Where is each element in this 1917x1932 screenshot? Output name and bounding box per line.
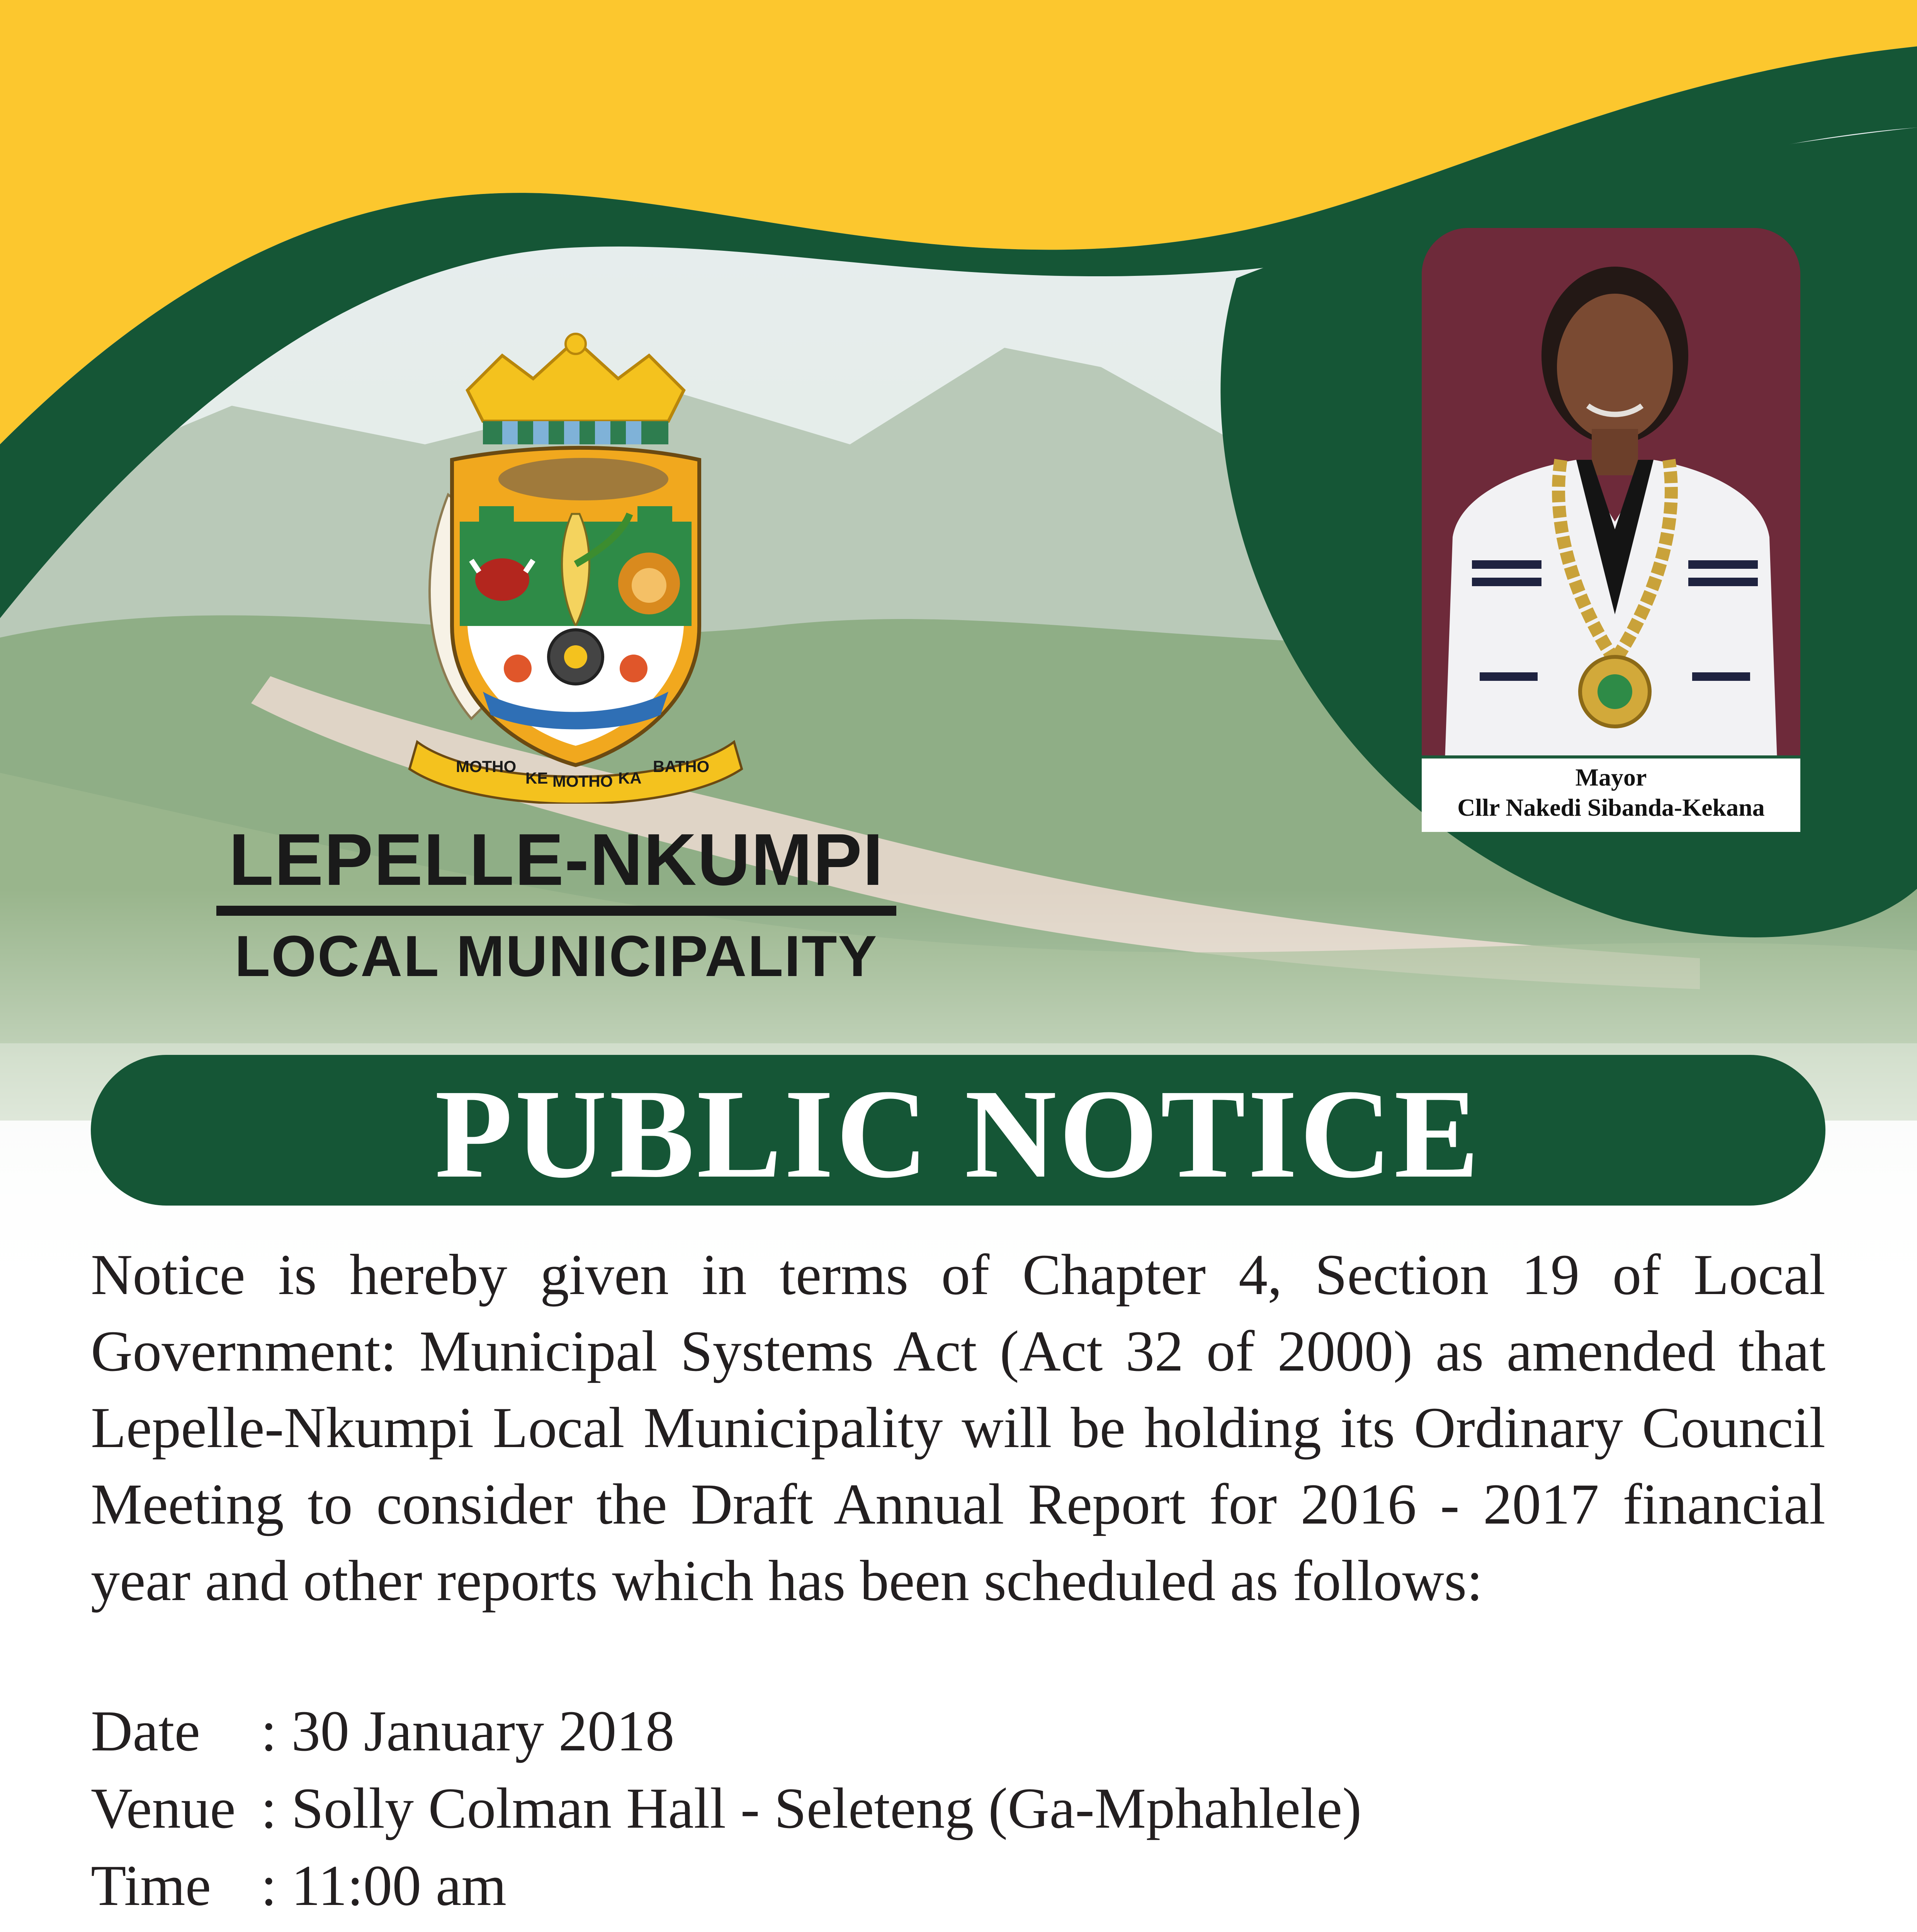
detail-label: Venue	[91, 1776, 236, 1840]
detail-row-venue	[91, 1770, 1825, 1847]
detail-label: Time	[91, 1854, 211, 1918]
mayor-caption	[1422, 755, 1800, 832]
mayor-title: Mayor	[1575, 764, 1647, 791]
municipal-crest-logo	[402, 332, 749, 804]
detail-value: : Solly Colman Hall - Seleteng (Ga-Mphahlele)	[261, 1776, 1362, 1840]
public-notice-banner	[91, 1055, 1825, 1206]
municipality-name-line1: LEPELLE-NKUMPI	[229, 819, 884, 901]
crest-ribbon-word: KA	[618, 769, 642, 787]
mayor-photo	[1422, 228, 1800, 761]
mayor-portrait	[1422, 228, 1800, 769]
crest-ribbon-word: KE	[525, 769, 548, 787]
detail-value: : 30 January 2018	[261, 1699, 675, 1763]
notice-body: Notice is hereby given in terms of Chapter 4, Section 19 of Local Government: Municipal Systems Act (Act 32 of 2000) as amended that Lepelle-Nkumpi Local Municipality will be holding its Ordinary Council Meeting to consider the Draft Annual Report for 2016 - 2017 financial year and other reports which has been scheduled as follows:	[91, 1243, 1825, 1613]
detail-row-date	[91, 1692, 1825, 1770]
detail-value: : 11:00 am	[261, 1854, 507, 1918]
crest-ribbon-word: MOTHO	[552, 772, 613, 790]
notice-heading: PUBLIC NOTICE	[435, 1063, 1482, 1204]
detail-row-time	[91, 1847, 1825, 1924]
detail-label: Date	[91, 1699, 201, 1763]
name-divider	[216, 906, 896, 916]
municipality-name	[216, 819, 896, 987]
municipality-name-line2: LOCAL MUNICIPALITY	[235, 923, 878, 988]
meeting-details	[91, 1692, 1825, 1924]
crest-ribbon-word: MOTHO	[456, 757, 517, 776]
crest-ribbon-word: BATHO	[653, 757, 710, 776]
mayor-name: Cllr Nakedi Sibanda-Kekana	[1457, 794, 1765, 821]
